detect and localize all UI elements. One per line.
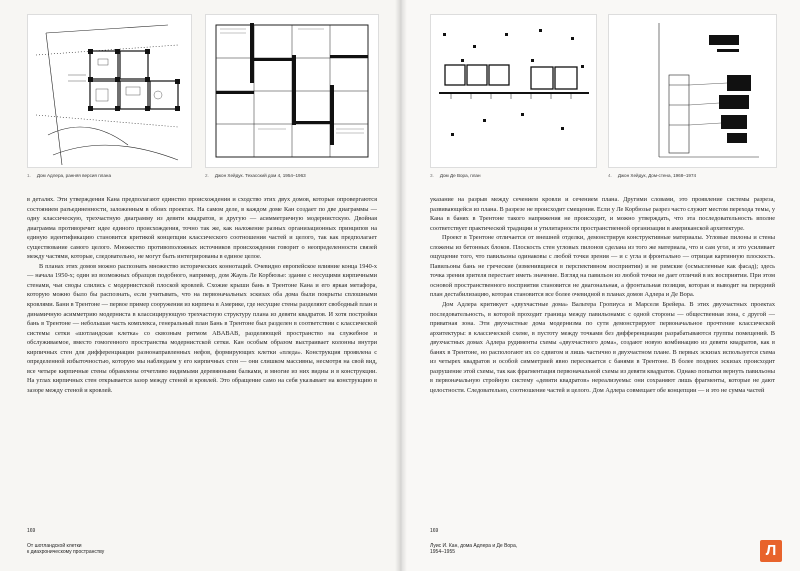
caption-number: 3. — [430, 173, 434, 178]
right-body-text — [430, 195, 775, 525]
caption-number: 1. — [27, 173, 31, 178]
de-vore-plan-drawing — [431, 15, 596, 167]
right-page — [400, 0, 800, 571]
running-footer-left: От шотландской клетки к диахроническому пространству — [27, 543, 105, 556]
paragraph: Проект в Трентоне отличается от внешней отделки, демонстрируя конструктивные материалы. Угловые пилоны и стены сложены из бетонных блоков. Плоскость стен угловых пилонов сделана из того же материала, что и сам угол, и это усиливает ощущение того, что павильоны одинаковы с любой точки зрения — и с угла и фронтально — отрицая картинную плоскость. Павильоны бань не греческие (изменивщиеся в перспективном восприятии) и не римские (осмысленные как фасад); здесь точка зрения зрителя перестает иметь значение. Взгляд на павильон из любой точки не дает отличий в их восприятии. При этом основой пространственного восприятия становится не диагональная, а фронтальная позиция, которая и выводит на передний план дестабилизацию, которая становится все более очевидной в планах домов Адлера и Де Вора. — [430, 234, 775, 299]
running-footer-right: Луис И. Кан, дома Адлера и Де Вора, 1954–1955 — [430, 543, 518, 556]
caption-text: Дом Адлера, ранняя версия плана — [36, 173, 112, 178]
texas-house-drawing — [206, 15, 378, 167]
book-gutter-shadow — [395, 0, 407, 571]
caption-figure-4 — [608, 173, 696, 178]
figure-wall-house — [608, 14, 777, 168]
paragraph: указание на разрыв между сечением кровли и сечением плана. Другими словами, это проявление системы разреза, развивающейся из плана. В разрезе не происходит смещения. Если у Ле Корбюзье разрез часто служит местом перехода темы, у Кана в банях в Трентоне такого напряжения не происходит, и можно утверждать, что эта последовательность вполне соответствует практической традиции и утилитарности пространственной организации в американской архитектуре. — [430, 196, 775, 232]
caption-text: Джон Хейдук. Техасский дом 4, 1954–1963 — [214, 173, 306, 178]
caption-text: Дом Де Вора, план — [439, 173, 481, 178]
caption-figure-3 — [430, 173, 480, 178]
figure-adler-house-plan — [27, 14, 192, 168]
left-body-text — [27, 195, 377, 525]
logo-letter: Л — [765, 542, 777, 559]
wall-house-drawing — [609, 15, 776, 167]
caption-text: Джон Хейдук, Дом-стена, 1968–1974 — [617, 173, 697, 178]
caption-number: 2. — [205, 173, 209, 178]
page-number-right: 169 — [430, 528, 439, 534]
page-number-left: 169 — [27, 528, 36, 534]
paragraph: Дом Адлера критикует «двухчастные дома» Вальтера Гропиуса и Марселя Брейера. В этих двухчастных проектах последовательность, в которой проходит граница между павильонами: с одной стороны — общественная зона, с другой — приватная зона. Эти двухчастные дома модернизма по сути демонстрируют первоначальное прочтение классической архитектуры: в классической схеме, в пустоту между точками без дифференциации разрабатываются группы помещений. В двухчастных домах Адлера рудименты схемы «двухчастного дома», создают новую комбинацию из девяти квадратов, как в банях в Трентоне, но распологают их со сдвигом и лишь частично в двухчастном плане. В первых эскизах используется схема из четырех квадратов и особой симметрией явно пересекается с банями в Трентоне. В более поздних эскизах происходит разрушение этой схемы, так как фрагментация первоначальной схемы из девяти квадратов. Однако попытки вернуть павильоны в первоначальную стройную систему «девяти квадратов» нереализуемы: они сохраняют лишь фрагменты, которые не дают целостности. Следовательно, соотношение частей и целого. Дом Адлера совмещает обе концепции — и это не сумма частей — [430, 301, 775, 394]
figure-de-vore-house-plan — [430, 14, 597, 168]
publisher-logo-icon — [760, 540, 782, 562]
paragraph: В планах этих домов можно распознать множество исторических коннотаций. Очевидно европейское влияние конца 1940-х — начала 1950-х; один из возможных образцов подобного, например, дом Жауль Ле Корбюзье: здание с несущими кирпичными стенами, чьи своды слились с модернистской плоской кровлей. Схожие крыши бань в Трентоне Кана и его яркая метафора, которую можно было бы распознать, если учитывать, что на первоначальных эскизах оба дома были покрыты сплошными кровлями. Бани в Трентоне — первое пример сооружения из кирпича в Америке, где несущие стены разделяют свободный план и динамичную асимметрию модерниста в классицирующую трехчастную структуру плана из девяти квадратов. И хотя постройки бань в Трентоне — небольшая часть комплекса, генеральный план Бань в Трентоне был разделен в соответствии с классической системы сетки «шотландская клетка» со сквозным ритмом ABABAB, разделяющей пространство на служебное и обслуживаемое, вместо гомогенного пространства модернистской сетки. Кан особым образом выстраивает колонны внутри кирпичных стен для дифференциации разнонаправленных нефов, формирующих клетки «пледа». Конструкция проявлена с определенной избыточностью, которую мы наблюдаем у его кирпичных стен — они слишком массивны, несмотря на свой вид, все четыре кирпичные стены обрамлены отчетливо видимыми деревянными балками, и многие из них видны и в конструкции. На углах кирпичных стен открывается зазор между стеной и кровлей. Это обращение само на себя указывает на конструкцию в зазоре между стеной и кровлей. — [27, 262, 377, 394]
caption-number: 4. — [608, 173, 612, 178]
caption-figure-1 — [27, 173, 111, 178]
paragraph: в деталях. Эти утверждения Кана предполагают единство происхождения и сходство этих двух домов, которые опровергаются состоянием разъединенности, заложенным в обоих проектах. На самом деле, в каждом доме Кан создает по две диаграммы — одну классическую, трехчастную диаграмму из девяти квадратов, и другую — асимметричную модернистскую. Двойная диаграмма противоречит идее единого происхождения, точно так же, как наложение разных организационных принципов на единую идентификацию становится критикой концепции классического соотношения частей и целого, так как предполагает существование самого целого. Множество противоположных источников происхождения говорит о неопределенности связей между частями, которые, следовательно, не могут быть интегрированы в единое целое. — [27, 196, 377, 261]
caption-figure-2 — [205, 173, 306, 178]
adler-plan-drawing — [28, 15, 191, 167]
figure-texas-house-4 — [205, 14, 379, 168]
